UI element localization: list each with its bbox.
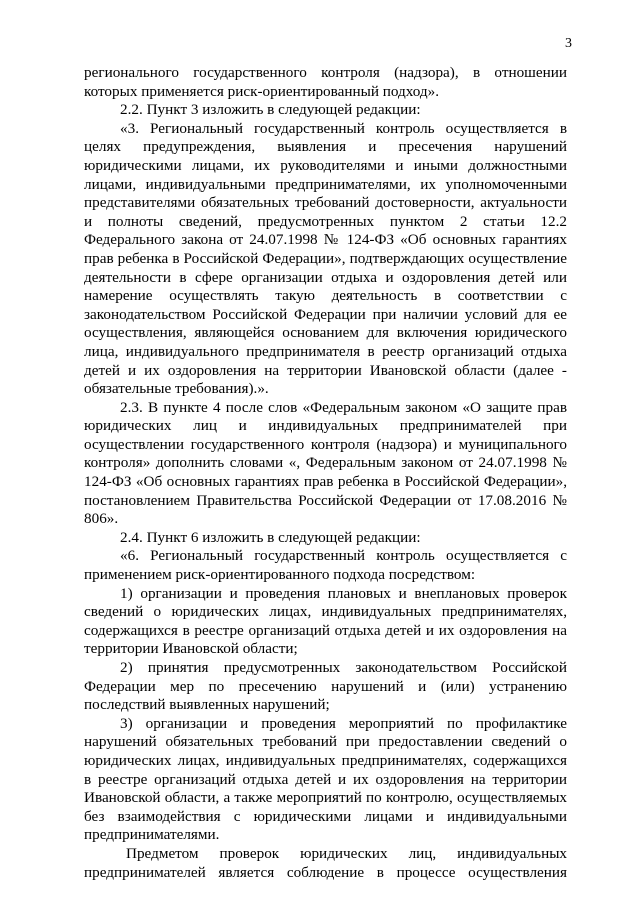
list-item-3: 3) организации и проведения мероприятий по профилактике нарушений обязательных требований при предоставлении сведений о юридических лицах, индивидуальных предпринимателях, содержащихся в реестре организаций отдыха детей и их оздоровления на территории Ивановской области, а также мероприятий по контролю, осуществляемых без взаимодействия с юридическими лицами и индивидуальными предпринимателями. — [84, 714, 567, 844]
paragraph-subject-of-inspections: Предметом проверок юридических лиц, индивидуальных предпринимателей является соблюдение в процессе осуществления — [84, 844, 567, 881]
paragraph-continuation: регионального государственного контроля (надзора), в отношении которых применяется риск-ориентированный подход». — [84, 64, 567, 100]
list-item-1: 1) организации и проведения плановых и внеплановых проверок сведений о юридических лицах, индивидуальных предпринимателях, содержащихся в реестре организаций отдыха детей и их оздоровления на территории Ивановской области; — [84, 584, 567, 658]
document-body — [84, 64, 567, 882]
paragraph-clause-6: «6. Региональный государственный контроль осуществляется с применением риск-ориентированного подхода посредством: — [84, 547, 567, 584]
paragraph-clause-3: «3. Региональный государственный контроль осуществляется в целях предупреждения, выявления и пресечения нарушений юридическими лицами, их руководителями и иными должностными лицами, индивидуальными предпринимателями, их уполномоченными представителями обязательных требований достоверности, актуальности и полноты сведений, предусмотренных пунктом 2 статьи 12.2 Федерального закона от 24.07.1998 № 124-ФЗ «Об основных гарантиях прав ребенка в Российской Федерации», подтверждающих осуществление деятельности в сфере организации отдыха и оздоровления детей или намерение осуществлять такую деятельность в соответствии с законодательством Российской Федерации при наличии условий для ее осуществления, являющейся основанием для включения юридического лица, индивидуального предпринимателя в реестр организаций отдыха детей и их оздоровления на территории Ивановской области (далее - обязательные требования).». — [84, 119, 567, 398]
page-number: 3 — [565, 36, 572, 51]
paragraph-2-2: 2.2. Пункт 3 изложить в следующей редакции: — [120, 101, 421, 119]
list-item-2: 2) принятия предусмотренных законодательством Российской Федерации мер по пресечению нарушений и (или) устранению последствий выявленных нарушений; — [84, 659, 567, 714]
paragraph-2-3: 2.3. В пункте 4 после слов «Федеральным законом «О защите прав юридических лиц и индивидуальных предпринимателей при осуществлении государственного контроля (надзора) и муниципального контроля» дополнить словами «, Федеральным законом от 24.07.1998 № 124-ФЗ «Об основных гарантиях прав ребенка в Российской Федерации», постановлением Правительства Российской Федерации от 17.08.2016 № 806». — [84, 398, 567, 528]
paragraph-2-4: 2.4. Пункт 6 изложить в следующей редакции: — [120, 528, 421, 546]
